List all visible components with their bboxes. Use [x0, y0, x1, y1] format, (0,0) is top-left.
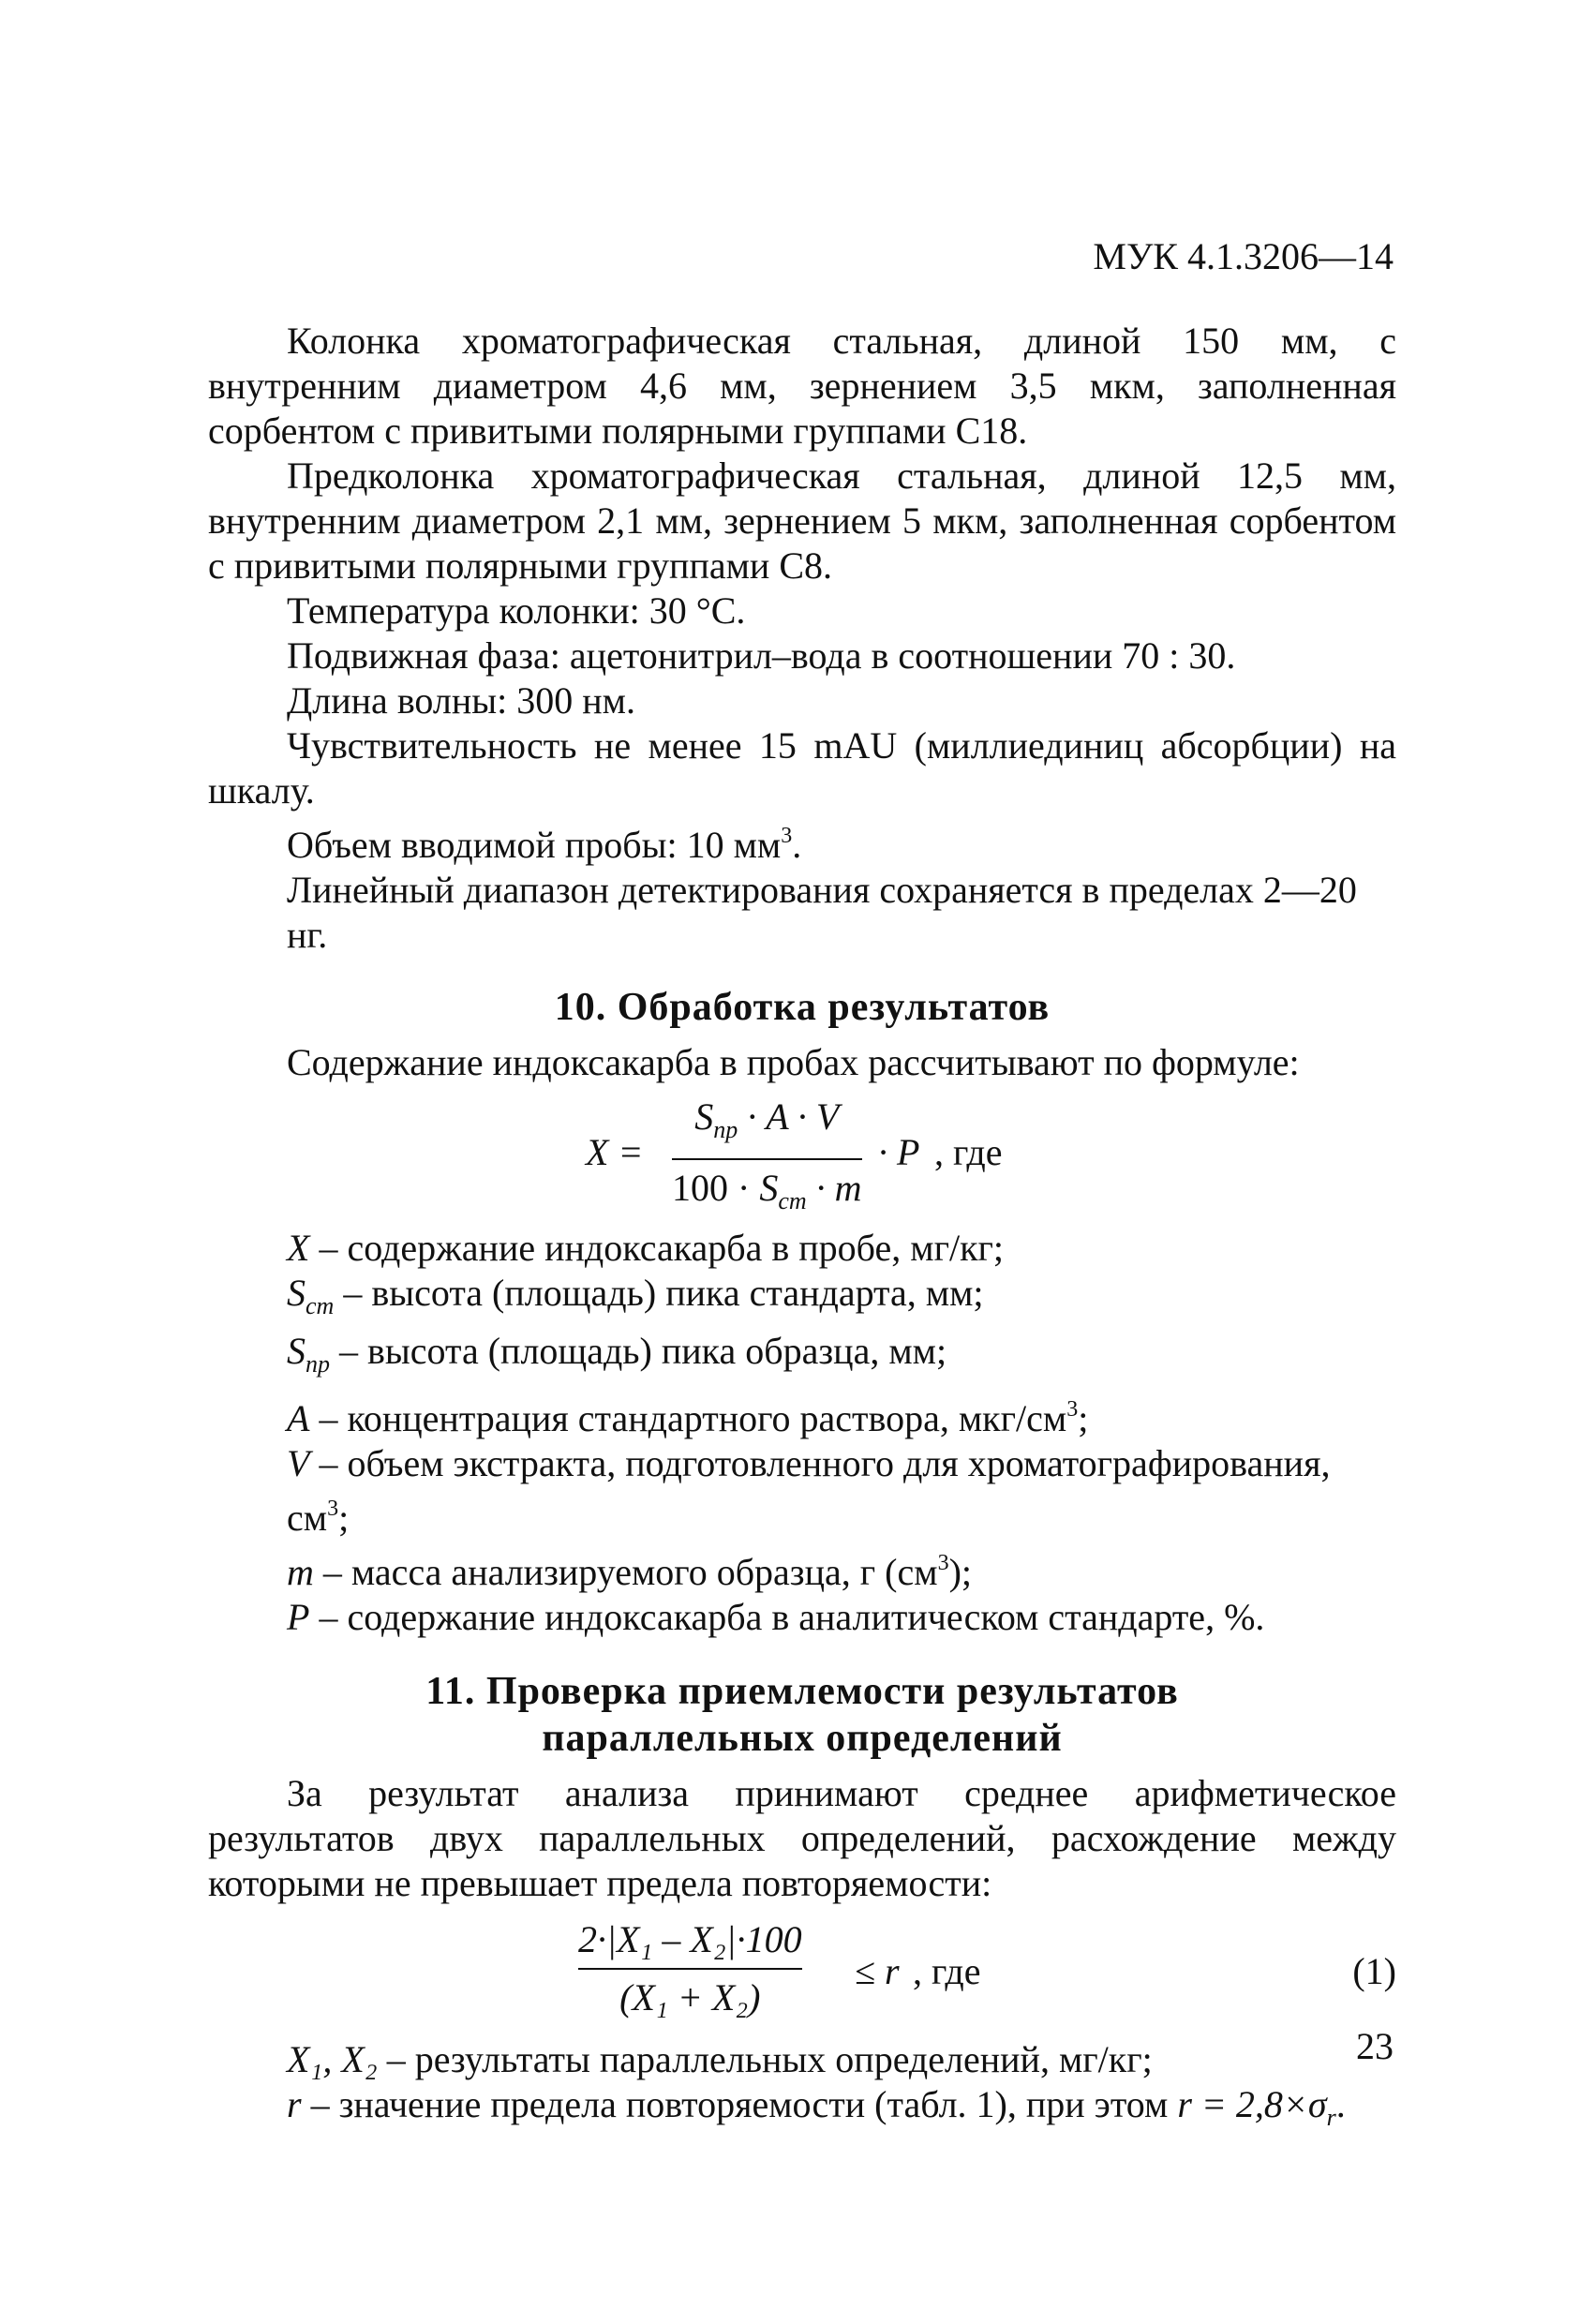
paragraph-injection-volume: Объем вводимой пробы: 10 $мм^3$. [287, 824, 802, 866]
formula-where: , где [934, 1131, 1003, 1173]
paragraph-temperature: Температура колонки: 30 °С. [287, 589, 746, 632]
formula-numerator: $S_{пр} \cdot A \cdot V$ [694, 1095, 840, 1143]
document-body [208, 319, 1396, 2140]
repeatability-numerator: 2·|X₁ – X₂|·100 [578, 1918, 802, 1960]
formula-content [208, 1085, 1396, 1226]
paragraph-sensitivity: Чувствительность не менее 15 mAU (миллиединиц абсорбции) на шкалу. [208, 724, 1396, 812]
definition-r: r – значение предела повторяемости (табл. 1), при этом $r = 2,8\times\sigma_r$. [287, 2083, 1346, 2131]
fraction-bar [578, 1968, 802, 1970]
section-11-intro: За результат анализа принимают среднее арифметическое результатов двух параллельных определений, расхождение между которыми не превышает предела повторяемости: [208, 1772, 1396, 1904]
repeatability-fraction [578, 1917, 802, 2020]
repeatability-formula [208, 1906, 1396, 2037]
formula-number: (1) [1352, 1950, 1396, 1992]
definition-m: m – масса анализируемого образца, г $(см^3)$; [287, 1551, 972, 1593]
section-10-intro: Содержание индоксакарба в пробах рассчитывают по формуле: [287, 1041, 1300, 1083]
formula-fraction [672, 1095, 862, 1224]
definition-v: V – объем экстракта, подготовленного для хроматографирования, $см^3$; [287, 1442, 1331, 1539]
section-11-title-line-2: параллельных определений [542, 1717, 1063, 1760]
definition-s-pr: $S_{пр}$ – высота (площадь) пика образца, мм; [287, 1330, 947, 1378]
repeatability-where: , где [913, 1950, 981, 1992]
section-10-title: 10. Обработка результатов [554, 986, 1051, 1029]
page-number: 23 [1356, 2025, 1394, 2067]
definition-s-cm: $S_{cm}$ – высота (площадь) пика стандарта, мм; [287, 1272, 984, 1319]
definition-a: A – концентрация стандартного раствора, мкг/$см^3$; [287, 1397, 1089, 1439]
repeatability-denominator: (X₁ + X₂) [619, 1976, 761, 2019]
formula-lhs: X = [586, 1131, 644, 1173]
repeatability-definitions [208, 2037, 1396, 2140]
document-code-header: МУК 4.1.3206—14 [1093, 235, 1394, 277]
paragraph-wavelength: Длина волны: 300 нм. [287, 679, 635, 722]
definition-x1-x2: X₁, X₂ – результаты параллельных определений, мг/кг; [287, 2038, 1153, 2080]
paragraph-mobile-phase: Подвижная фаза: ацетонитрил–вода в соотношении 70 : 30. [287, 634, 1236, 677]
paragraph-precolumn: Предколонка хроматографическая стальная, длиной 12,5 мм, внутренним диаметром 2,1 мм, зернением 5 мкм, заполненная сорбентом с привитыми полярными группами С8. [208, 454, 1396, 587]
definition-x: X – содержание индоксакарба в пробе, мг/кг; [287, 1227, 1005, 1269]
formula-denominator: $100 \cdot S_{cm} \cdot m$ [672, 1167, 862, 1214]
formula-p-factor: · P [878, 1131, 920, 1173]
definition-p: P – содержание индоксакарба в аналитическом стандарте, %. [287, 1596, 1265, 1638]
paragraph-linear-range: Линейный диапазон детектирования сохраняется в пределах 2—20 нг. [287, 869, 1357, 956]
section-11-title-line-1: 11. Проверка приемлемости результатов [425, 1670, 1179, 1713]
paragraph-column: Колонка хроматографическая стальная, длиной 150 мм, с внутренним диаметром 4,6 мм, зернением 3,5 мкм, заполненная сорбентом с привитыми полярными группами С18. [208, 320, 1396, 452]
fraction-bar [672, 1158, 862, 1160]
repeatability-rhs: ≤ r [855, 1950, 900, 1992]
definitions-list [208, 1226, 1396, 1640]
